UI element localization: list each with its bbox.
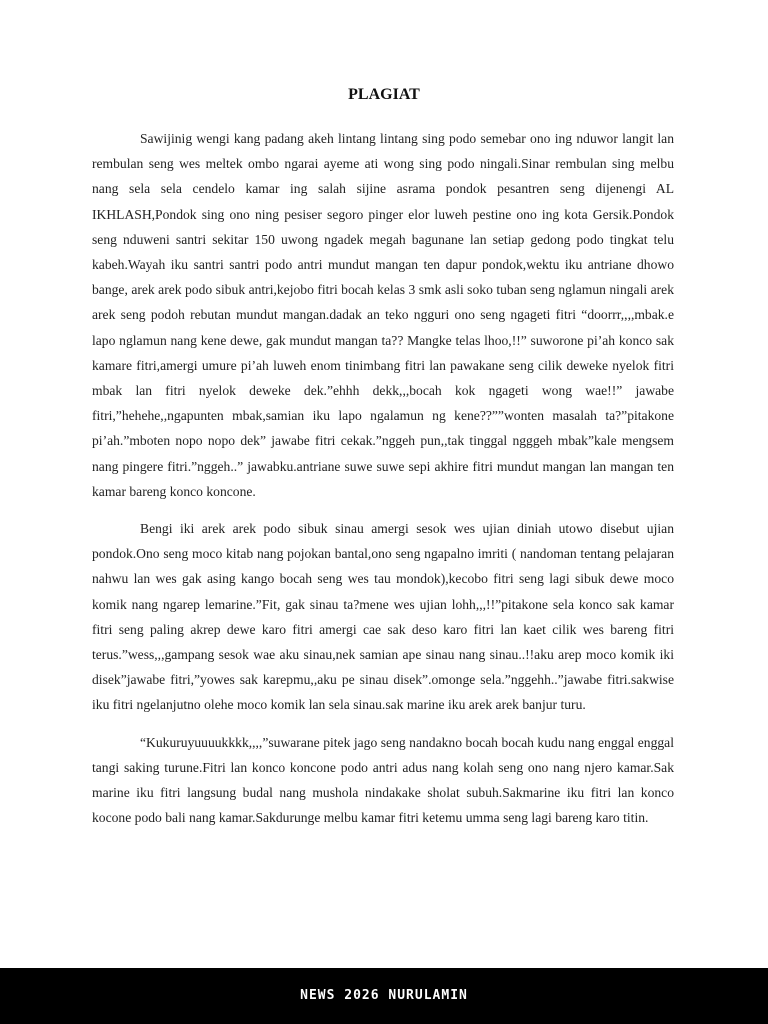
footer-bar [0, 968, 768, 1024]
document-body [92, 126, 674, 842]
paragraph-1: Sawijinig wengi kang padang akeh lintang lintang sing podo semebar ono ing nduwor langit lan rembulan seng wes meltek ombo ngarai ayeme ati wong sing podo ningali.Sinar rembulan sing melbu nang sela sela cendelo kamar ing salah sijine asrama pondok pesantren seng dijenengi AL IKHLASH,Pondok sing ono ning pesiser segoro pinger elor luweh pestine ono ing kota Gersik.Pondok seng nduweni santri sekitar 150 uwong ngadek megah bagunane lan setiap gedong podo tingkat telu kabeh.Wayah iku santri santri podo antri mundut mangan ten dapur pondok,wektu iku antriane dhowo bange, arek arek podo sibuk antri,kejobo fitri bocah kelas 3 smk asli soko tuban seng nglamun ningali arek arek seng podoh rebutan mundut mangan.dadak an teko ngguri ono seng ngageti fitri “doorrr,,,,mbak.e lapo nglamun nang kene dewe, gak mundut mangan ta?? Mangke telas lhoo,!!” suworone pi’ah konco sak kamare fitri,amergi umure pi’ah luweh enom tinimbang fitri lan pawakane seng cilik deweke nyelok fitri mbak lan fitri nyelok deweke dek.”ehhh dekk,,,bocah kok ngageti wong wae!!” jawabe fitri,”hehehe,,ngapunten mbak,samian iku lapo ngalamun ng kene??””wonten masalah ta?”pitakone pi’ah.”mboten nopo nopo dek” jawabe fitri cekak.”nggeh pun,,tak tinggal ngggeh mbak”kale mengsem nang pingere fitri.”nggeh..” jawabku.antriane suwe suwe sepi akhire fitri mundut mangan lan mangan ten kamar bareng konco koncone. [92, 131, 674, 499]
paragraph-2: Bengi iki arek arek podo sibuk sinau amergi sesok wes ujian diniah utowo disebut ujian pondok.Ono seng moco kitab nang pojokan bantal,ono seng ngapalno imriti ( nandoman tentang pelajaran nahwu lan wes gak asing kango bocah seng wes tau mondok),kecobo fitri seng lagi sibuk dewe moco komik nang ngarep lemarine.”Fit, gak sinau ta?mene wes ujian lohh,,,!!”pitakone sela konco sak kamar fitri seng paling akrep dewe karo fitri amergi cae sak deso karo fitri lan kaet cilik wes bareng fitri terus.”wess,,,gampang sesok wae aku sinau,nek samian ape sinau nang sinau..!!aku arep moco komik iki disek”jawabe fitri,”yowes sak karepmu,,aku pe sinau disek”.omonge sela.”nggehh..”jawabe fitri.sakwise iku fitri ngelanjutno olehe moco komik lan sela sinau.sak marine iku arek arek banjur turu. [92, 521, 674, 713]
document-title: PLAGIAT [348, 86, 420, 103]
footer-watermark: NEWS 2026 NURULAMIN [300, 988, 468, 1003]
paragraph-3: “Kukuruyuuuukkkk,,,,”suwarane pitek jago seng nandakno bocah bocah kudu nang enggal enggal tangi saking turune.Fitri lan konco koncone podo antri adus nang kolah seng ono nang njero kamar.Sak marine iku fitri langsung budal nang mushola nindakake sholat subuh.Sakmarine iku fitri lan konco kocone podo bali nang kamar.Sakdurunge melbu kamar fitri ketemu umma seng lagi bareng karo titin. [92, 734, 674, 826]
